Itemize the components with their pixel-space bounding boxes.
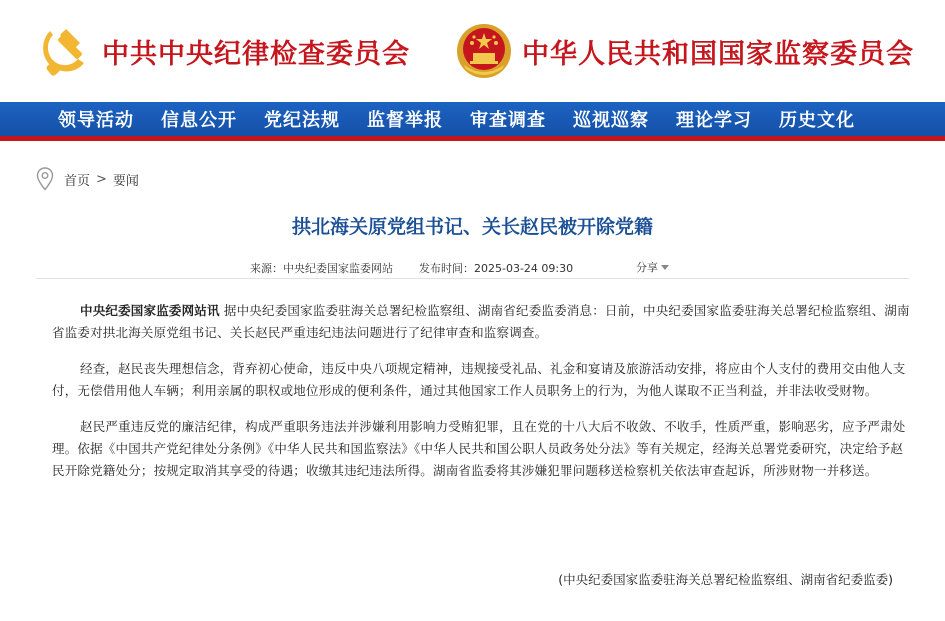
party-emblem-icon — [36, 23, 92, 79]
share-label: 分享 — [636, 261, 658, 274]
article-meta — [250, 260, 573, 276]
nsc-commission-title: 中华人民共和国国家监察委员会 — [522, 38, 914, 70]
cpc-commission-title: 中共中央纪律检查委员会 — [102, 38, 410, 70]
breadcrumb-separator: > — [96, 171, 107, 187]
article-body — [52, 300, 912, 496]
breadcrumb-home[interactable]: 首页 — [64, 173, 91, 189]
time-label: 发布时间： — [419, 262, 474, 275]
nav-divider — [0, 136, 945, 141]
nav-item-disclosure[interactable]: 信息公开 — [161, 110, 237, 131]
source-label: 来源： — [250, 262, 283, 275]
nav-item-regulations[interactable]: 党纪法规 — [264, 110, 340, 131]
nav-item-report[interactable]: 监督举报 — [367, 110, 443, 131]
lead-source: 中央纪委国家监委网站讯 — [80, 303, 220, 318]
breadcrumb-current[interactable]: 要闻 — [112, 173, 139, 189]
paragraph-1-text: 据中央纪委国家监委驻海关总署纪检监察组、湖南省纪委监委消息：日前，中央纪委国家监委驻海关总署纪检监察组、湖南省监委对拱北海关原党组书记、关长赵民严重违纪违法问题进行了纪律审查和监察调查。 — [52, 303, 910, 340]
time-value: 2025-03-24 09:30 — [474, 261, 574, 275]
source-value: 中央纪委国家监委网站 — [283, 262, 393, 275]
nav-item-leadership[interactable]: 领导活动 — [58, 110, 134, 131]
site-header — [0, 0, 945, 102]
paragraph-1 — [52, 300, 912, 344]
nav-item-history[interactable]: 历史文化 — [779, 110, 855, 131]
nav-item-investigation[interactable]: 审查调查 — [470, 110, 546, 131]
cpc-logo-block[interactable] — [36, 22, 410, 80]
share-button[interactable] — [636, 259, 669, 275]
article-footer-source: (中央纪委国家监委驻海关总署纪检监察组、湖南省纪委监委) — [558, 572, 893, 587]
breadcrumb — [36, 167, 139, 191]
nav-item-theory[interactable]: 理论学习 — [676, 110, 752, 131]
nav-item-inspection[interactable]: 巡视巡察 — [573, 110, 649, 131]
article-title: 拱北海关原党组书记、关长赵民被开除党籍 — [291, 216, 653, 238]
paragraph-2: 经查，赵民丧失理想信念，背弃初心使命，违反中央八项规定精神，违规接受礼品、礼金和宴请及旅游活动安排，将应由个人支付的费用交由他人支付，无偿借用他人车辆；利用亲属的职权或地位形成的便利条件，通过其他国家工作人员职务上的行为，为他人谋取不正当利益，并非法收受财物。 — [52, 361, 906, 398]
location-pin-icon — [36, 167, 54, 191]
chevron-down-icon — [661, 265, 669, 270]
paragraph-3: 赵民严重违反党的廉洁纪律，构成严重职务违法并涉嫌利用影响力受贿犯罪，且在党的十八大后不收敛、不收手，性质严重，影响恶劣，应予严肃处理。依据《中国共产党纪律处分条例》《中华人民共和国监察法》《中华人民共和国公职人员政务处分法》等有关规定，经海关总署党委研究，决定给予赵民开除党籍处分；按规定取消其享受的待遇；收缴其违纪违法所得。湖南省监委将其涉嫌犯罪问题移送检察机关依法审查起诉，所涉财物一并移送。 — [52, 419, 906, 478]
nsc-logo-block[interactable] — [456, 22, 914, 80]
national-emblem-icon — [456, 23, 512, 79]
meta-divider — [36, 278, 909, 279]
main-nav — [0, 102, 945, 136]
